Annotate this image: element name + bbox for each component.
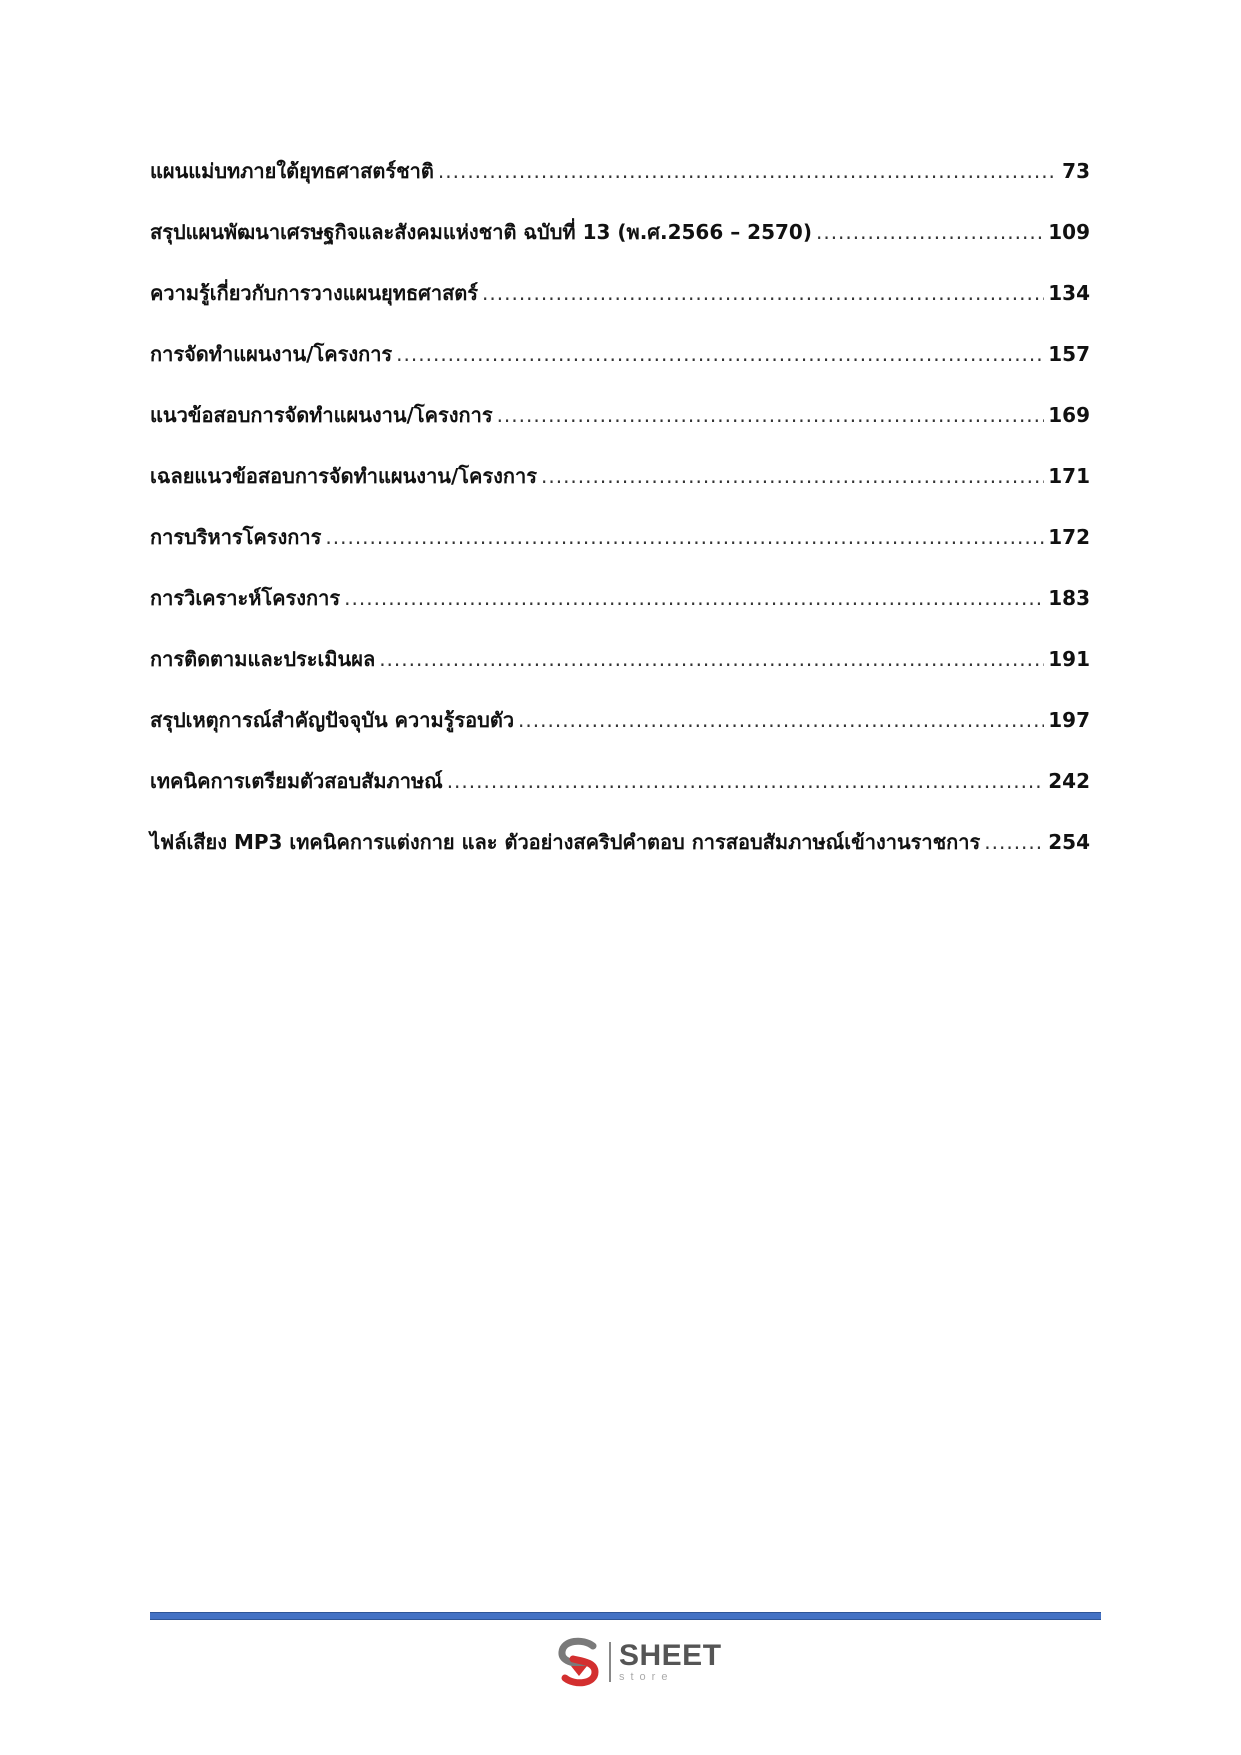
logo-word: SHEET <box>619 1639 722 1672</box>
sheet-store-s-icon <box>553 1636 603 1688</box>
logo-s-red-wedge <box>571 1666 587 1676</box>
toc-entry[interactable] <box>150 643 1090 704</box>
toc-entry-page: 134 <box>1048 281 1090 305</box>
footer-divider <box>150 1612 1101 1620</box>
toc-entry[interactable] <box>150 338 1090 399</box>
table-of-contents <box>150 155 1090 887</box>
toc-leader-dots <box>396 342 1044 366</box>
toc-entry-title: การบริหารโครงการ <box>150 525 322 549</box>
toc-entry-page: 242 <box>1048 769 1090 793</box>
toc-entry-title: การติดตามและประเมินผล <box>150 647 376 671</box>
toc-leader-dots <box>482 281 1044 305</box>
toc-entry[interactable] <box>150 704 1090 765</box>
toc-leader-dots <box>379 647 1044 671</box>
toc-entry-page: 171 <box>1048 464 1090 488</box>
toc-entry-page: 254 <box>1048 830 1090 854</box>
logo-subword: store <box>619 1671 674 1683</box>
toc-entry-page: 183 <box>1048 586 1090 610</box>
toc-entry[interactable] <box>150 216 1090 277</box>
toc-entry-title: เฉลยแนวข้อสอบการจัดทำแผนงาน/โครงการ <box>150 464 537 488</box>
toc-entry-title: การจัดทำแผนงาน/โครงการ <box>150 342 393 366</box>
toc-leader-dots <box>344 586 1044 610</box>
logo-text <box>619 1641 722 1683</box>
toc-entry-page: 169 <box>1048 403 1090 427</box>
toc-entry-title: สรุปเหตุการณ์สำคัญปัจจุบัน ความรู้รอบตัว <box>150 708 515 732</box>
toc-leader-dots <box>325 525 1044 549</box>
toc-entry[interactable] <box>150 582 1090 643</box>
toc-entry-title: เทคนิคการเตรียมตัวสอบสัมภาษณ์ <box>150 769 443 793</box>
toc-entry-title: ไฟล์เสียง MP3 เทคนิคการแต่งกาย และ ตัวอย่างสคริปคำตอบ การสอบสัมภาษณ์เข้างานราชการ <box>150 830 981 854</box>
toc-leader-dots <box>984 830 1044 854</box>
toc-entry-title: การวิเคราะห์โครงการ <box>150 586 341 610</box>
toc-entry[interactable] <box>150 460 1090 521</box>
toc-entry-page: 197 <box>1048 708 1090 732</box>
toc-entry[interactable] <box>150 399 1090 460</box>
toc-entry-page: 73 <box>1062 159 1090 183</box>
toc-entry-title: แผนแม่บทภายใต้ยุทธศาสตร์ชาติ <box>150 159 434 183</box>
toc-leader-dots <box>497 403 1045 427</box>
toc-entry-page: 172 <box>1048 525 1090 549</box>
toc-entry[interactable] <box>150 826 1090 887</box>
toc-entry-page: 109 <box>1048 220 1090 244</box>
toc-entry[interactable] <box>150 155 1090 216</box>
toc-leader-dots <box>816 220 1044 244</box>
logo-divider <box>609 1642 611 1682</box>
toc-entry-page: 191 <box>1048 647 1090 671</box>
sheet-store-logo <box>553 1636 722 1688</box>
toc-leader-dots <box>541 464 1044 488</box>
toc-entry-title: ความรู้เกี่ยวกับการวางแผนยุทธศาสตร์ <box>150 281 479 305</box>
toc-entry[interactable] <box>150 765 1090 826</box>
toc-entry[interactable] <box>150 521 1090 582</box>
toc-entry-title: แนวข้อสอบการจัดทำแผนงาน/โครงการ <box>150 403 493 427</box>
toc-leader-dots <box>518 708 1044 732</box>
toc-leader-dots <box>447 769 1045 793</box>
toc-entry-page: 157 <box>1048 342 1090 366</box>
toc-leader-dots <box>438 159 1058 183</box>
toc-entry-title: สรุปแผนพัฒนาเศรษฐกิจและสังคมแห่งชาติ ฉบับที่ 13 (พ.ศ.2566 – 2570) <box>150 220 812 244</box>
toc-entry[interactable] <box>150 277 1090 338</box>
